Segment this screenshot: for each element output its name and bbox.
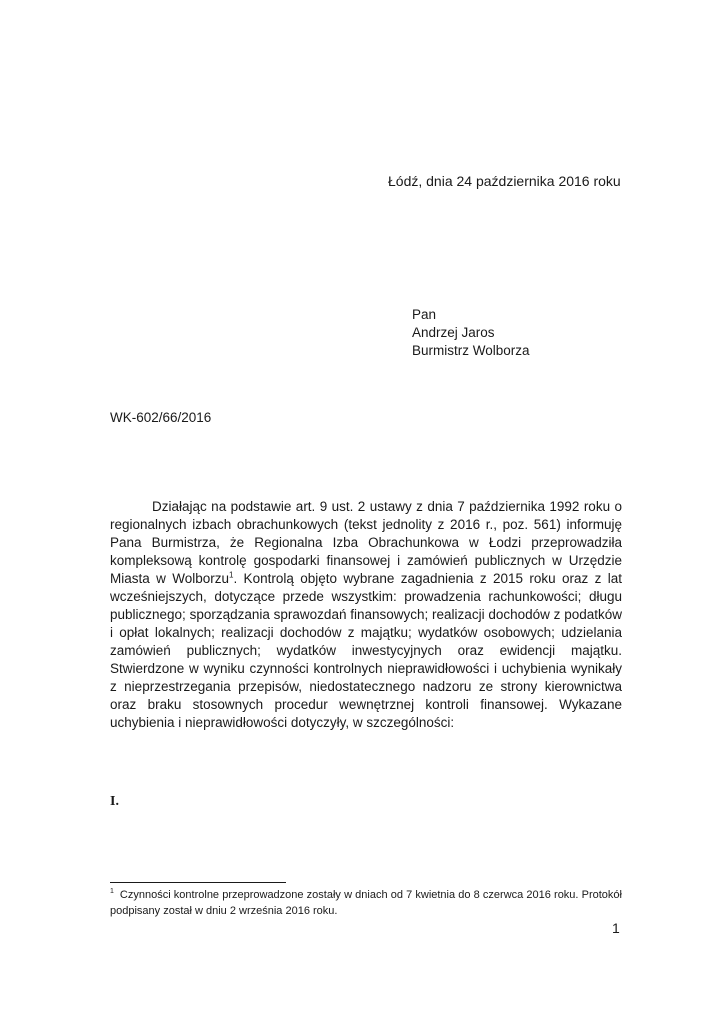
body-text-part2: . Kontrolą objęto wybrane zagadnienia z 2015 roku oraz z lat wcześniejszych, dotyczące przede wszystkim: prowadzenia rachunkowości; długu publicznego; sporządzania sprawozdań finansowych; realizacji dochodów z podatków i opłat lokalnych; realizacji dochodów z majątku; wydatków osobowych; udzielania zamówień publicznych; wydatków inwestycyjnych oraz ewidencji majątku. Stwierdzone w wyniku czynności kontrolnych nieprawidłowości i uchybienia wynikały z nieprzestrzegania przepisów, niedostatecznego nadzoru ze strony kierownictwa oraz braku stosownych procedur wewnętrznej kontroli finansowej. Wykazane uchybienia i nieprawidłowości dotyczyły, w szczególności: [110,571,622,730]
recipient-block [412,306,530,360]
footnote [110,887,622,919]
body-paragraph [110,498,622,732]
footnote-divider [110,882,286,883]
body-text-part1: Działając na podstawie art. 9 ust. 2 ustawy z dnia 7 października 1992 roku o regionalnych izbach obrachunkowych (tekst jednolity z 2016 r., poz. 561) informuję Pana Burmistrza, że Regionalna Izba Obrachunkowa w Łodzi przeprowadziła kompleksową kontrolę gospodarki finansowej i zamówień publicznych w Urzędzie Miasta w Wolborzu [110,499,622,586]
date-line: Łódź, dnia 24 października 2016 roku [388,173,621,189]
footnote-reference[interactable]: 1 [229,570,234,580]
page-number: 1 [612,920,620,936]
recipient-salutation: Pan [412,307,437,322]
footnote-text: Czynności kontrolne przeprowadzone zostały w dniach od 7 kwietnia do 8 czerwca 2016 roku. Protokół podpisany został w dniu 2 września 2016 roku. [110,889,622,917]
recipient-title: Burmistrz Wolborza [412,343,530,358]
footnote-marker: 1 [110,888,114,896]
recipient-name: Andrzej Jaros [412,325,495,340]
reference-number: WK-602/66/2016 [110,410,212,425]
section-heading: I. [110,794,119,809]
